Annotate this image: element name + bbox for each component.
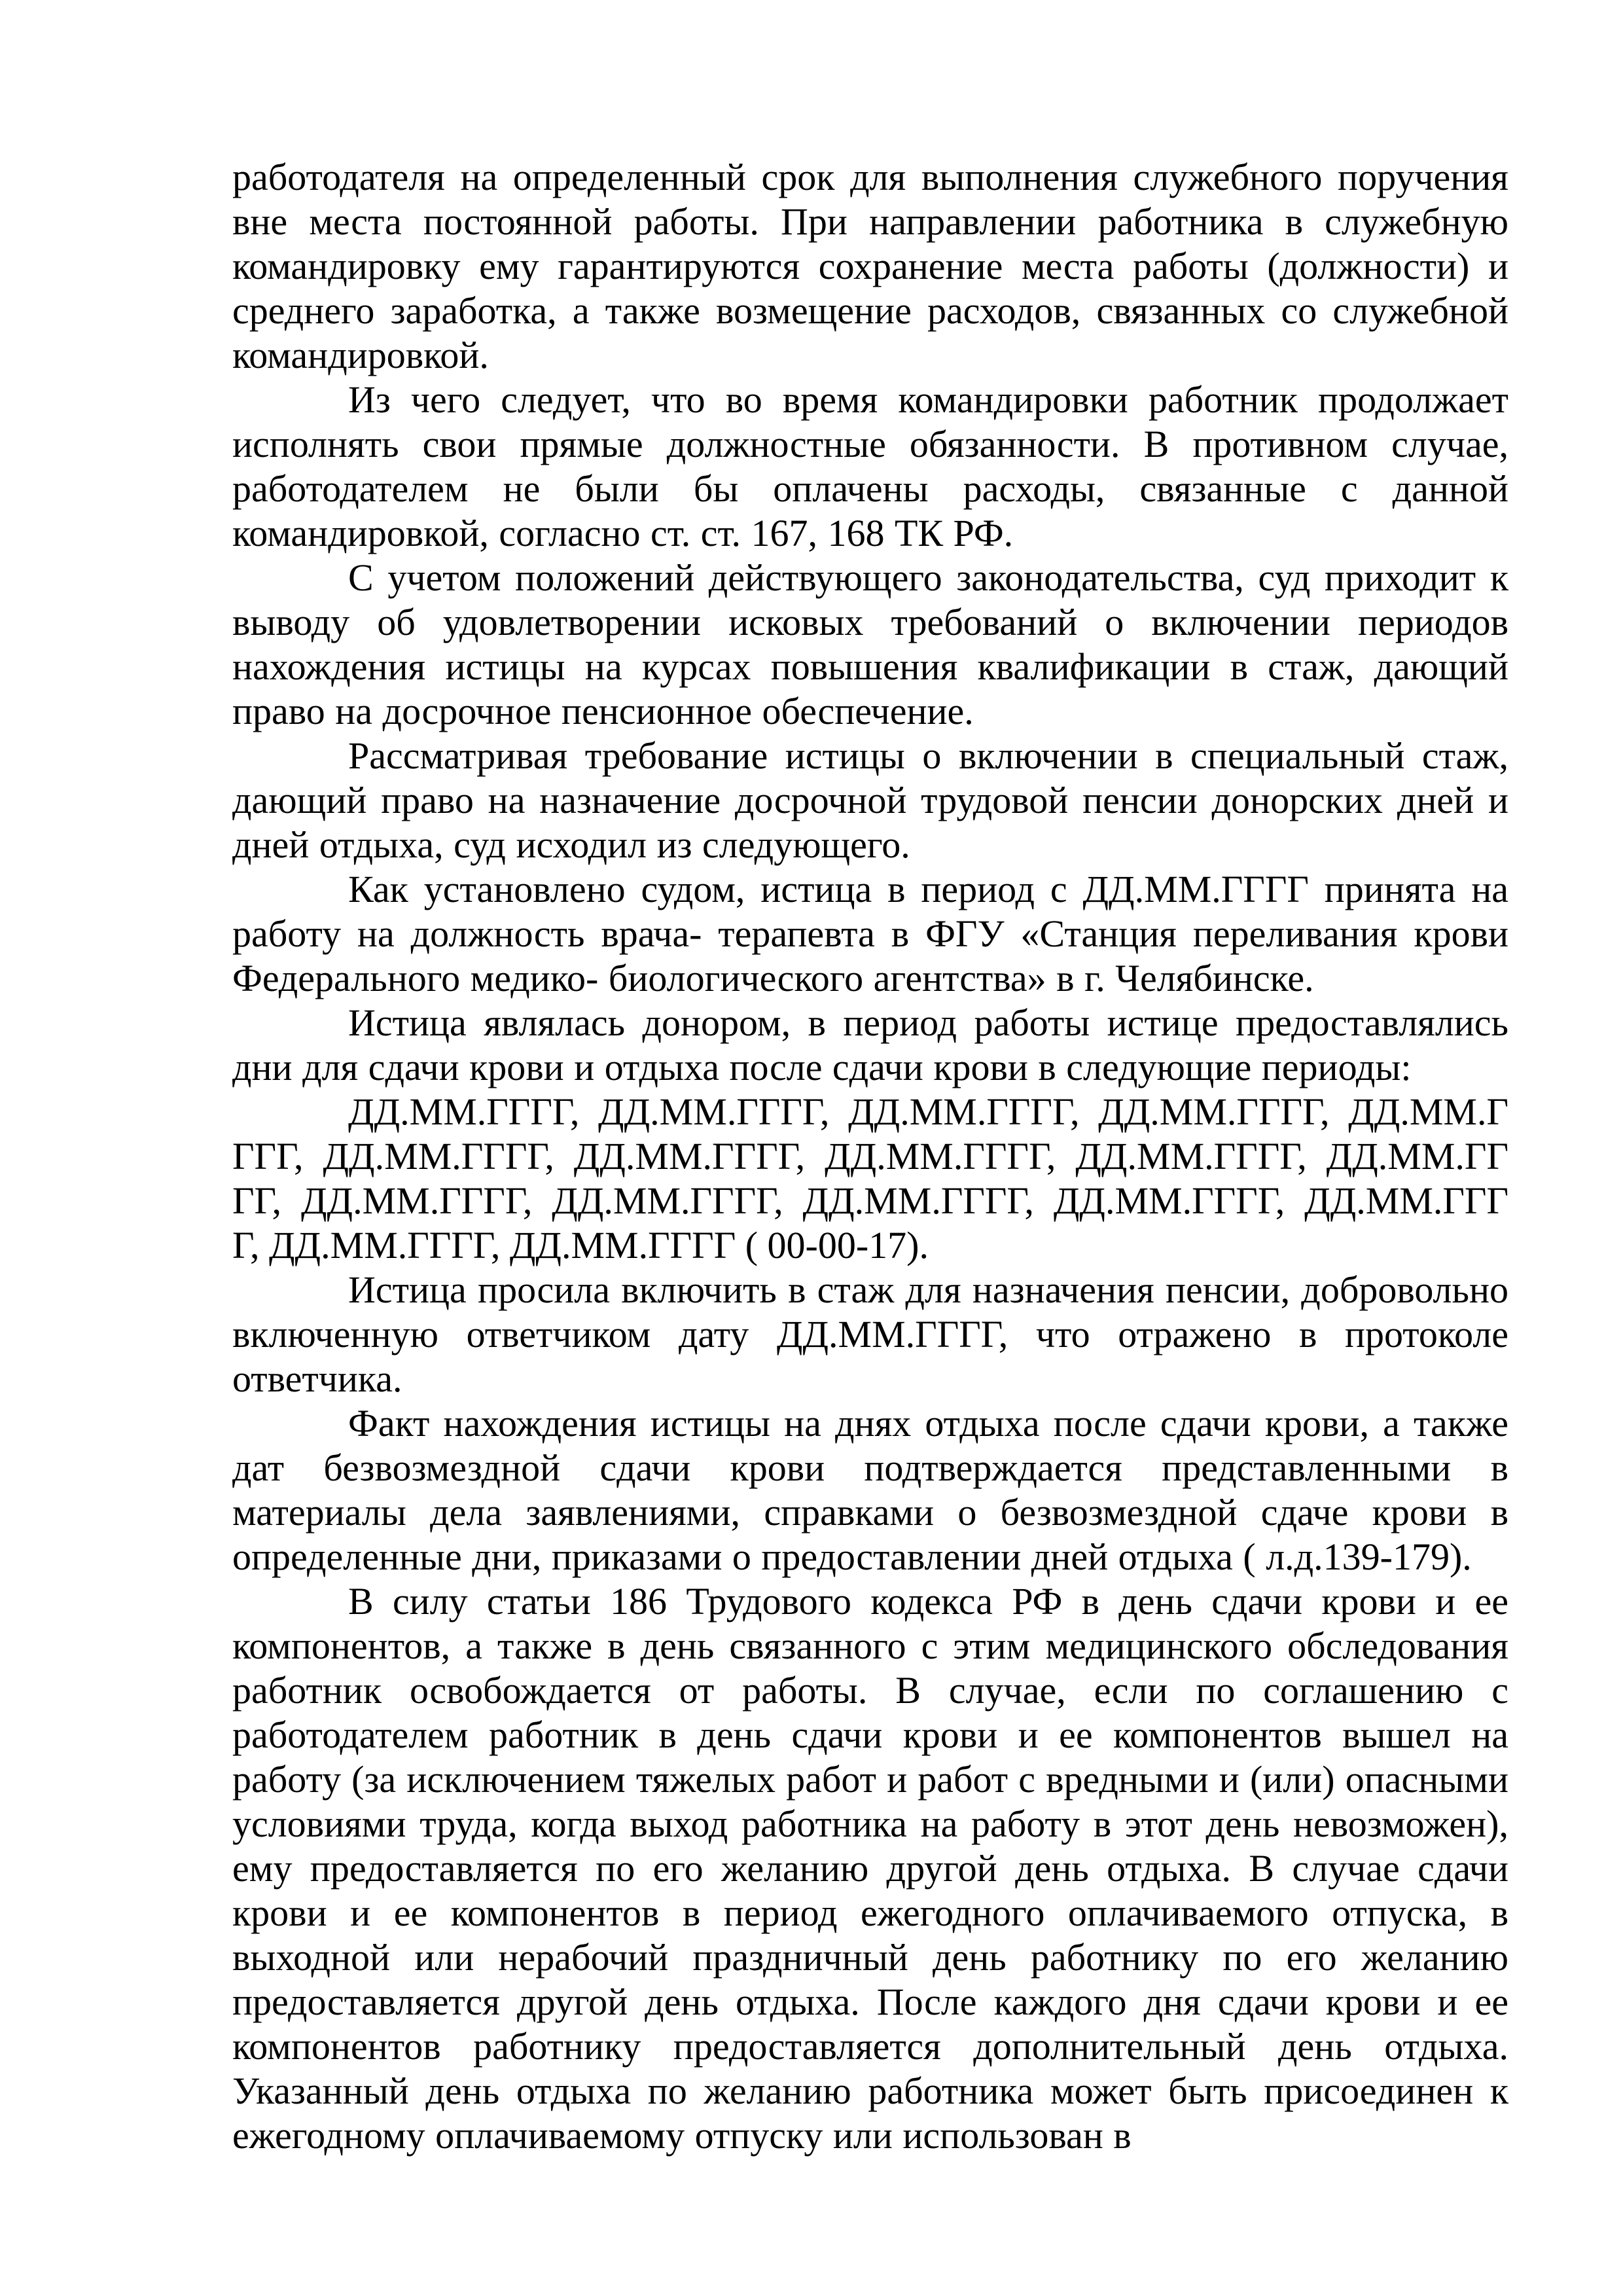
paragraph-trip-duties-conclusion: Из чего следует, что во время командировки работник продолжает исполнять свои прямые должностные обязанности. В противном случае, работодателем не были бы оплачены расходы, связанные с данной командировкой, согласно ст. ст. 167, 168 ТК РФ. (232, 378, 1508, 554)
paragraph-fact-confirmed-documents: Факт нахождения истицы на днях отдыха после сдачи крови, а также дат безвозмездной сдачи крови подтверждается представленными в материалы дела заявлениями, справками о безвозмездной сдаче крови в определенные дни, приказами о предоставлении дней отдыха ( л.д.139-179). (232, 1402, 1508, 1578)
paragraph-article-186-labor-code: В силу статьи 186 Трудового кодекса РФ в день сдачи крови и ее компонентов, а также в день связанного с этим медицинского обследования работник освобождается от работы. В случае, если по соглашению с работодателем работник в день сдачи крови и ее компонентов вышел на работу (за исключением тяжелых работ и работ с вредными и (или) опасными условиями труда, когда выход работника на работу в этот день невозможен), ему предоставляется по его желанию другой день отдыха. В случае сдачи крови и ее компонентов в период ежегодного оплачиваемого отпуска, в выходной или нерабочий праздничный день работнику по его желанию предоставляется другой день отдыха. После каждого дня сдачи крови и ее компонентов работнику предоставляется дополнительный день отдыха. Указанный день отдыха по желанию работника может быть присоединен к ежегодному оплачиваемому отпуску или использован в (232, 1580, 1508, 2157)
dates-paragraph (232, 1090, 1508, 1268)
paragraph-business-trip-continued: работодателя на определенный срок для выполнения служебного поручения вне места постоянной работы. При направлении работника в служебную командировку ему гарантируются сохранение места работы (должности) и среднего заработка, а также возмещение расходов, связанных со служебной командировкой. (232, 156, 1508, 376)
dates-line: Г, ДД.ММ.ГГГГ, ДД.ММ.ГГГГ ( 00-00-17). (232, 1224, 929, 1266)
paragraph-court-conclusion-training: С учетом положений действующего законодательства, суд приходит к выводу об удовлетворении исковых требований о включении периодов нахождения истицы на курсах повышения квалификации в стаж, дающий право на досрочное пенсионное обеспечение. (232, 556, 1508, 732)
dates-line: ГГГ, ДД.ММ.ГГГГ, ДД.ММ.ГГГГ, ДД.ММ.ГГГГ, ДД.ММ.ГГГГ, ДД.ММ.ГГ (232, 1135, 1508, 1177)
paragraph-donor-days-claim: Рассматривая требование истицы о включении в специальный стаж, дающий право на назначение досрочной трудовой пенсии донорских дней и дней отдыха, суд исходил из следующего. (232, 734, 1508, 866)
paragraph-claim-include-date: Истица просила включить в стаж для назначения пенсии, добровольно включенную ответчиком дату ДД.ММ.ГГГГ, что отражено в протоколе ответчика. (232, 1268, 1508, 1400)
dates-line: ГГ, ДД.ММ.ГГГГ, ДД.ММ.ГГГГ, ДД.ММ.ГГГГ, ДД.ММ.ГГГГ, ДД.ММ.ГГГ (232, 1179, 1508, 1222)
dates-line: ДД.ММ.ГГГГ, ДД.ММ.ГГГГ, ДД.ММ.ГГГГ, ДД.ММ.ГГГГ, ДД.ММ.Г (348, 1090, 1508, 1133)
paragraph-employment-established: Как установлено судом, истица в период с ДД.ММ.ГГГГ принята на работу на должность врача- терапевта в ФГУ «Станция переливания крови Федерального медико- биологического агентства» в г. Челябинске. (232, 868, 1508, 999)
paragraph-donor-periods-intro: Истица являлась донором, в период работы истице предоставлялись дни для сдачи крови и отдыха после сдачи крови в следующие периоды: (232, 1001, 1508, 1088)
